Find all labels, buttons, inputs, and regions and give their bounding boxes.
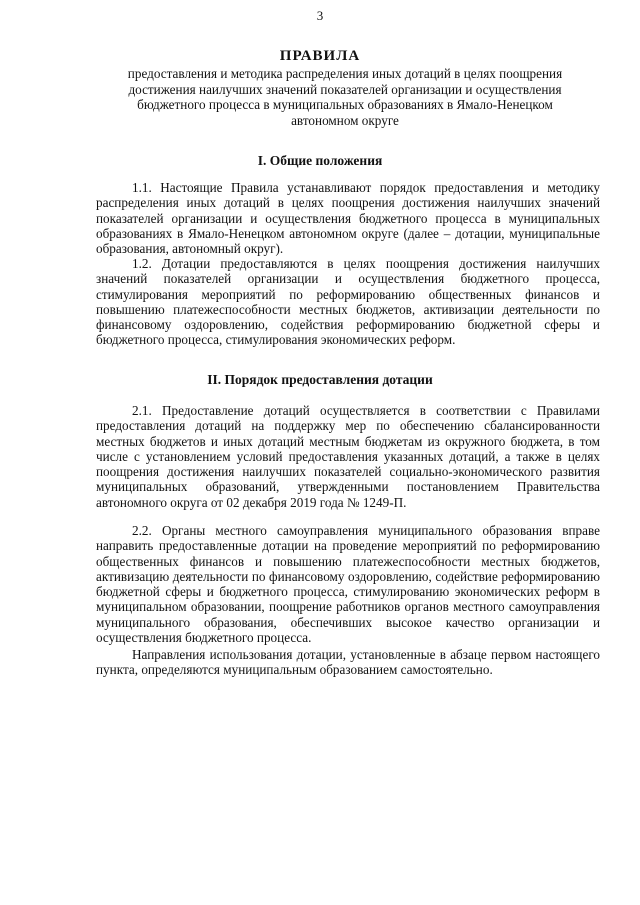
paragraph-1-1: 1.1. Настоящие Правила устанавливают порядок предоставления и методику распределения иных дотаций в целях поощрения достижения наилучших значений показателей организации и осуществления бюджетного процесса в муниципальных образованиях в Ямало-Ненецком автономном округе (далее – дотации, муниципальные образования, автономный округ). [96, 180, 600, 257]
paragraph-2-2: 2.2. Органы местного самоуправления муниципального образования вправе направить предоставленные дотации на проведение мероприятий по реформированию общественных финансов и повышению платежеспособности местных бюджетов, активизацию деятельности по финансовому оздоровлению, содействие реформированию бюджетной сферы и бюджетного процесса, стимулированию экономических реформ в муниципальном образовании, поощрение работников органов местного самоуправления муниципального образования, обеспечивших высокое качество организации и осуществления бюджетного процесса. [96, 523, 600, 646]
paragraph-2-2-note: Направления использования дотации, установленные в абзаце первом настоящего пункта, определяются муниципальным образованием самостоятельно. [96, 647, 600, 678]
paragraph-2-1: 2.1. Предоставление дотаций осуществляется в соответствии с Правилами предоставления дотаций на поддержку мер по обеспечению сбалансированности местных бюджетов и иных дотаций местным бюджетам из окружного бюджета, в том числе с установлением условий предоставления указанных дотаций, а также в целях поощрения достижения наилучших показателей социально-экономического развития муниципальных образований, утвержденными постановлением Правительства автономного округа от 02 декабря 2019 года № 1249-П. [96, 403, 600, 510]
document-subtitle: предоставления и методика распределения иных дотаций в целях поощрения достижения наилучших значений показателей организации и осуществления бюджетного процесса в муниципальных образованиях в Ямало-Ненецком автономном округе [127, 66, 563, 128]
section-heading-general-provisions: I. Общие положения [257, 153, 383, 168]
section-heading-grant-procedure: II. Порядок предоставления дотации [207, 372, 433, 387]
page-number: 3 [316, 8, 324, 23]
document-title: ПРАВИЛА [279, 48, 361, 64]
paragraph-1-2: 1.2. Дотации предоставляются в целях поощрения достижения наилучших значений показателей организации и осуществления бюджетного процесса, стимулирования мероприятий по реформированию общественных финансов и повышению платежеспособности местных бюджетов, активизации деятельности по финансовому оздоровлению, содействия реформированию бюджетной сферы и бюджетного процесса, стимулирования экономических реформ. [96, 256, 600, 348]
